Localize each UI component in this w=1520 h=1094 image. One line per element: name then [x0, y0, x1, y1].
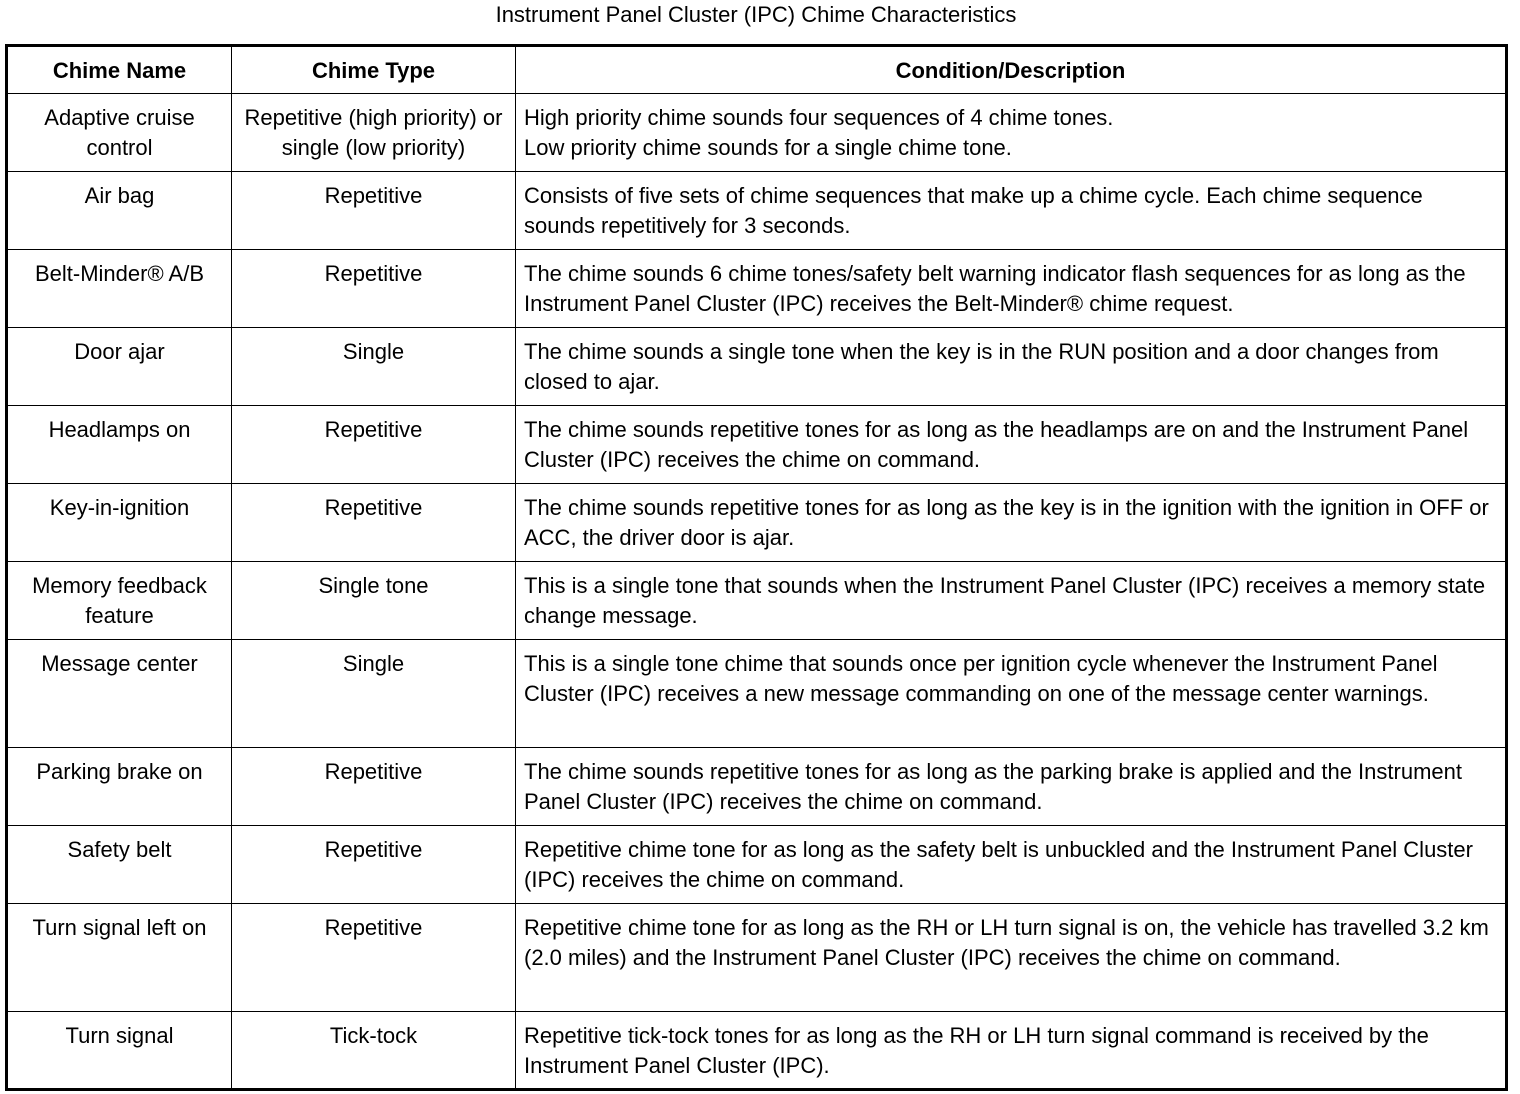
table-title: Instrument Panel Cluster (IPC) Chime Characteristics	[495, 2, 1017, 27]
header-chime-name: Chime Name	[7, 46, 232, 94]
chime-name-cell: Parking brake on	[7, 748, 232, 826]
chime-name-cell: Message center	[7, 640, 232, 748]
table-row	[7, 328, 1507, 406]
condition-cell: The chime sounds repetitive tones for as long as the key is in the ignition with the ignition in OFF or ACC, the driver door is ajar.	[516, 484, 1507, 562]
chime-type-cell: Repetitive	[232, 250, 516, 328]
chime-type-cell: Single	[232, 640, 516, 748]
chime-name-cell: Memory feedback feature	[7, 562, 232, 640]
chime-name-cell: Turn signal left on	[7, 904, 232, 1012]
condition-cell: The chime sounds repetitive tones for as long as the parking brake is applied and the Instrument Panel Cluster (IPC) receives the chime on command.	[516, 748, 1507, 826]
condition-cell: This is a single tone that sounds when the Instrument Panel Cluster (IPC) receives a memory state change message.	[516, 562, 1507, 640]
header-chime-type: Chime Type	[232, 46, 516, 94]
condition-cell: The chime sounds a single tone when the key is in the RUN position and a door changes from closed to ajar.	[516, 328, 1507, 406]
chime-type-cell: Repetitive (high priority) or single (low priority)	[232, 94, 516, 172]
condition-cell: The chime sounds 6 chime tones/safety belt warning indicator flash sequences for as long as the Instrument Panel Cluster (IPC) receives the Belt-Minder® chime request.	[516, 250, 1507, 328]
table-row	[7, 406, 1507, 484]
chime-name-cell: Air bag	[7, 172, 232, 250]
chime-type-cell: Repetitive	[232, 826, 516, 904]
chime-type-cell: Repetitive	[232, 904, 516, 1012]
chime-table	[5, 44, 1508, 1091]
chime-name-cell: Door ajar	[7, 328, 232, 406]
chime-name-cell: Turn signal	[7, 1012, 232, 1090]
table-row	[7, 748, 1507, 826]
chime-type-cell: Repetitive	[232, 748, 516, 826]
table-row	[7, 562, 1507, 640]
chime-name-cell: Headlamps on	[7, 406, 232, 484]
table-row	[7, 94, 1507, 172]
chime-name-cell: Adaptive cruise control	[7, 94, 232, 172]
condition-cell: Repetitive chime tone for as long as the RH or LH turn signal is on, the vehicle has travelled 3.2 km (2.0 miles) and the Instrument Panel Cluster (IPC) receives the chime on command.	[516, 904, 1507, 1012]
condition-cell: Repetitive chime tone for as long as the safety belt is unbuckled and the Instrument Panel Cluster (IPC) receives the chime on command.	[516, 826, 1507, 904]
chime-type-cell: Tick-tock	[232, 1012, 516, 1090]
condition-cell: This is a single tone chime that sounds once per ignition cycle whenever the Instrument Panel Cluster (IPC) receives a new message commanding on one of the message center warnings.	[516, 640, 1507, 748]
header-condition: Condition/Description	[516, 46, 1507, 94]
table-row	[7, 484, 1507, 562]
chime-type-cell: Repetitive	[232, 484, 516, 562]
header-row	[7, 46, 1507, 94]
chime-type-cell: Single	[232, 328, 516, 406]
chime-name-cell: Belt-Minder® A/B	[7, 250, 232, 328]
table-row	[7, 826, 1507, 904]
condition-cell: Repetitive tick-tock tones for as long as the RH or LH turn signal command is received by the Instrument Panel Cluster (IPC).	[516, 1012, 1507, 1090]
condition-cell: Consists of five sets of chime sequences that make up a chime cycle. Each chime sequence sounds repetitively for 3 seconds.	[516, 172, 1507, 250]
table-row	[7, 904, 1507, 1012]
chime-type-cell: Repetitive	[232, 172, 516, 250]
chime-type-cell: Repetitive	[232, 406, 516, 484]
condition-cell: High priority chime sounds four sequences of 4 chime tones. Low priority chime sounds for a single chime tone.	[516, 94, 1507, 172]
table-row	[7, 1012, 1507, 1090]
condition-cell: The chime sounds repetitive tones for as long as the headlamps are on and the Instrument Panel Cluster (IPC) receives the chime on command.	[516, 406, 1507, 484]
chime-type-cell: Single tone	[232, 562, 516, 640]
table-row	[7, 250, 1507, 328]
table-row	[7, 172, 1507, 250]
chime-name-cell: Key-in-ignition	[7, 484, 232, 562]
chime-name-cell: Safety belt	[7, 826, 232, 904]
table-row	[7, 640, 1507, 748]
